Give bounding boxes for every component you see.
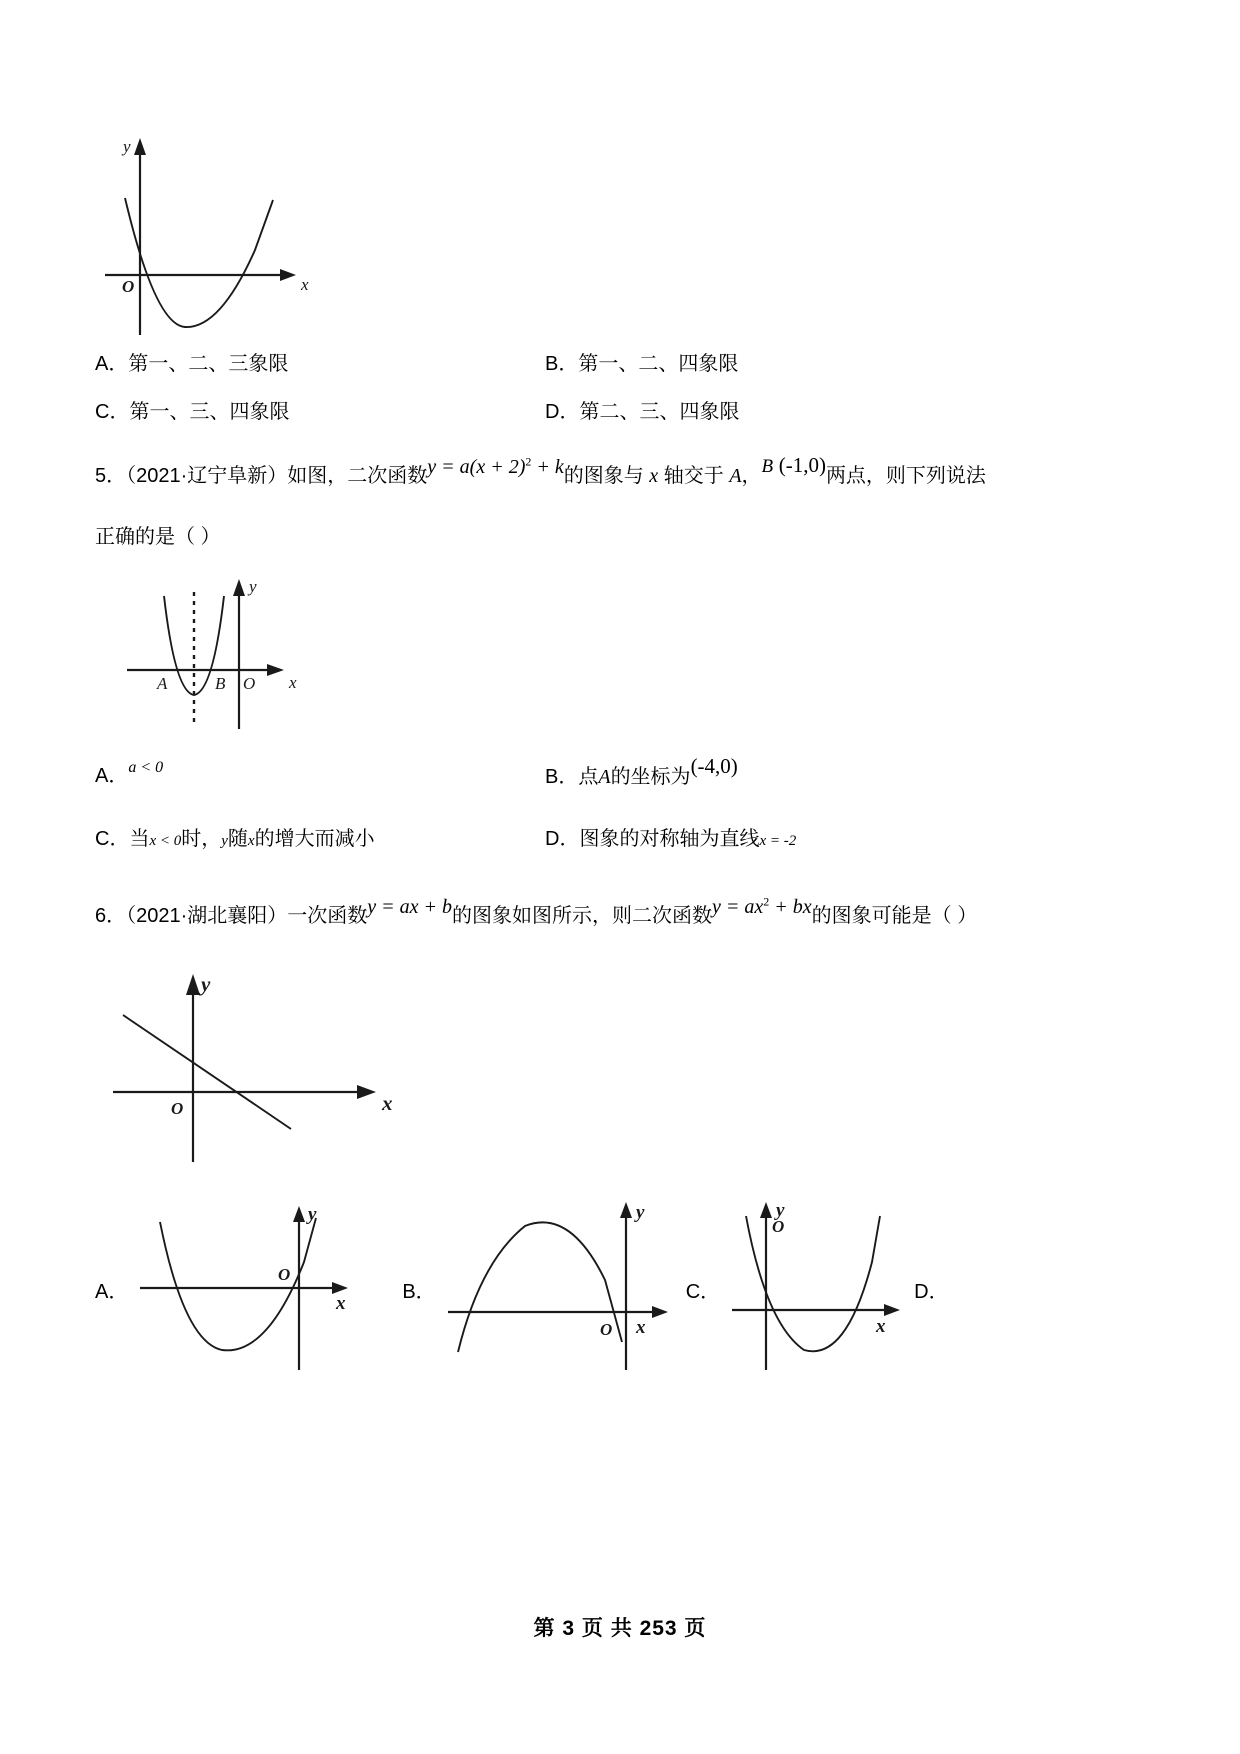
option-c[interactable]: C．第一、三、四象限 bbox=[95, 401, 290, 423]
question6-formula-1: y = ax + b bbox=[367, 896, 453, 919]
question5-stem-line2: 正确的是（ ） bbox=[95, 525, 221, 548]
question6-choice-b-label: B． bbox=[402, 1281, 436, 1304]
question5-text-2: 的图象与 bbox=[563, 465, 644, 487]
y-axis-label: y bbox=[308, 1204, 317, 1226]
question5-point-a: A bbox=[729, 465, 742, 487]
question6-number: 6． bbox=[95, 905, 127, 928]
question6-stem bbox=[95, 894, 1155, 935]
x-axis-arrow bbox=[884, 1304, 900, 1316]
question5-option-b-value: (-4,0) bbox=[690, 753, 738, 778]
x-axis-label: x bbox=[336, 1293, 346, 1315]
page-footer: 第 3 页 共 253 页 bbox=[533, 1617, 707, 1640]
question5-formula-1: $y = a(x + 2)^2 + k$ bbox=[427, 454, 564, 478]
parabola-curve bbox=[458, 1223, 622, 1353]
question6-choices-row bbox=[95, 1202, 1155, 1377]
question6-text-1: 一次函数 bbox=[287, 905, 368, 928]
y-axis-arrow bbox=[233, 579, 245, 596]
question5-option-a-value: a < 0 bbox=[128, 758, 164, 776]
question5-option-d-value: x = -2 bbox=[759, 833, 797, 850]
question5-option-c-y: y bbox=[221, 833, 228, 850]
y-axis-arrow bbox=[293, 1206, 305, 1222]
question5-option-d[interactable] bbox=[545, 823, 1015, 855]
question5-point-b: B bbox=[761, 456, 774, 477]
question6-choice-d-label: D． bbox=[914, 1281, 949, 1304]
origin-label: O bbox=[599, 1320, 612, 1340]
question5-option-b-label: B．点 bbox=[545, 765, 599, 788]
x-axis-arrow bbox=[357, 1085, 376, 1099]
option-a[interactable]: A．第一、二、三象限 bbox=[95, 353, 289, 375]
x-axis-arrow bbox=[652, 1306, 668, 1318]
y-axis-label: y bbox=[123, 137, 131, 156]
question4-options-row-2 bbox=[95, 396, 1155, 428]
page-content bbox=[95, 120, 1155, 1377]
y-axis-arrow bbox=[134, 138, 146, 155]
point-label-b: B bbox=[215, 673, 226, 693]
question6-choice-c[interactable] bbox=[686, 1202, 914, 1377]
question5-options-row-2 bbox=[95, 823, 1155, 855]
question5-option-c-text2: 随 bbox=[227, 828, 248, 851]
question5-source: （2021·辽宁阜新） bbox=[126, 465, 288, 487]
question4-figure bbox=[95, 120, 1155, 340]
q6-choice-b-chart bbox=[440, 1202, 680, 1377]
point-label-a: A bbox=[157, 673, 168, 693]
x-axis-arrow bbox=[267, 664, 284, 676]
question5-option-c-label: C．当 bbox=[95, 828, 150, 851]
question4-options-row-1 bbox=[95, 348, 1155, 380]
question6-choice-b[interactable] bbox=[402, 1202, 679, 1377]
parabola-curve bbox=[125, 198, 273, 327]
parabola-curve bbox=[160, 1218, 316, 1350]
q4-parabola-chart bbox=[95, 120, 395, 340]
question5-option-c[interactable] bbox=[95, 823, 545, 855]
question5-option-d-label: D．图象的对称轴为直线 bbox=[545, 828, 760, 851]
q6-choice-c-chart bbox=[724, 1202, 914, 1377]
q6-linear-chart bbox=[105, 957, 425, 1172]
question5-options-row-1 bbox=[95, 753, 1155, 794]
origin-label: O bbox=[278, 1265, 291, 1285]
question5-point-b-coord: (-1,0) bbox=[778, 453, 826, 477]
question6-text-2: 的图象如图所示，则二次函数 bbox=[452, 905, 713, 928]
y-axis-arrow bbox=[760, 1202, 772, 1218]
option-d[interactable]: D．第二、三、四象限 bbox=[545, 401, 740, 423]
question5-option-a-label: A． bbox=[95, 764, 129, 787]
origin-label: O bbox=[122, 277, 135, 296]
origin-label: O bbox=[171, 1099, 184, 1119]
question5-figure bbox=[117, 574, 1155, 734]
y-axis-label: y bbox=[201, 972, 211, 997]
question5-option-c-x2: x bbox=[247, 833, 255, 850]
question5-var-x: x bbox=[649, 465, 659, 487]
q6-choice-a-chart bbox=[132, 1202, 372, 1377]
y-axis-label: y bbox=[635, 1202, 645, 1224]
q5-parabola-chart bbox=[117, 574, 417, 734]
origin-label: O bbox=[772, 1217, 785, 1237]
question5-option-b-var: A bbox=[598, 765, 611, 788]
question6-source: （2021·湖北襄阳） bbox=[126, 905, 288, 928]
option-b[interactable]: B．第一、二、四象限 bbox=[545, 353, 739, 375]
y-axis-arrow bbox=[620, 1202, 632, 1218]
question5-option-b[interactable] bbox=[545, 753, 1015, 794]
linear-line bbox=[123, 1015, 291, 1129]
question6-formula-2: $y = ax^2$ + bx bbox=[712, 894, 812, 919]
x-axis-arrow bbox=[280, 269, 296, 281]
y-axis-label: y bbox=[249, 576, 257, 596]
question5-option-c-text3: 的增大而减小 bbox=[254, 828, 375, 851]
question6-main-figure bbox=[105, 957, 1155, 1172]
question5-option-b-text: 的坐标为 bbox=[610, 765, 691, 788]
question6-choice-c-label: C． bbox=[685, 1281, 721, 1304]
y-axis-arrow bbox=[186, 974, 200, 995]
question5-option-c-x: x < 0 bbox=[149, 833, 182, 850]
question6-text-3: 的图象可能是（ ） bbox=[811, 905, 978, 928]
question5-option-a[interactable] bbox=[95, 760, 545, 792]
question5-number: 5． bbox=[95, 465, 127, 487]
x-axis-label: x bbox=[289, 672, 297, 692]
x-axis-label: x bbox=[635, 1317, 646, 1339]
question6-choice-a-label: A． bbox=[95, 1281, 129, 1304]
question5-text-4: 两点，则下列说法 bbox=[825, 465, 986, 487]
y-axis-label: y bbox=[776, 1202, 785, 1222]
x-axis-label: x bbox=[382, 1091, 393, 1116]
question5-comma: ， bbox=[741, 465, 762, 487]
question5-option-c-text1: 时， bbox=[181, 828, 222, 851]
question5-stem bbox=[95, 453, 1155, 496]
x-axis-label: x bbox=[876, 1316, 886, 1338]
question5-text-3: 轴交于 bbox=[663, 465, 724, 487]
question6-choice-a[interactable] bbox=[95, 1202, 372, 1377]
origin-label: O bbox=[243, 673, 256, 693]
question6-choice-d[interactable] bbox=[914, 1275, 948, 1304]
x-axis-label: x bbox=[301, 275, 309, 294]
question5-text-1: 如图，二次函数 bbox=[287, 465, 428, 487]
